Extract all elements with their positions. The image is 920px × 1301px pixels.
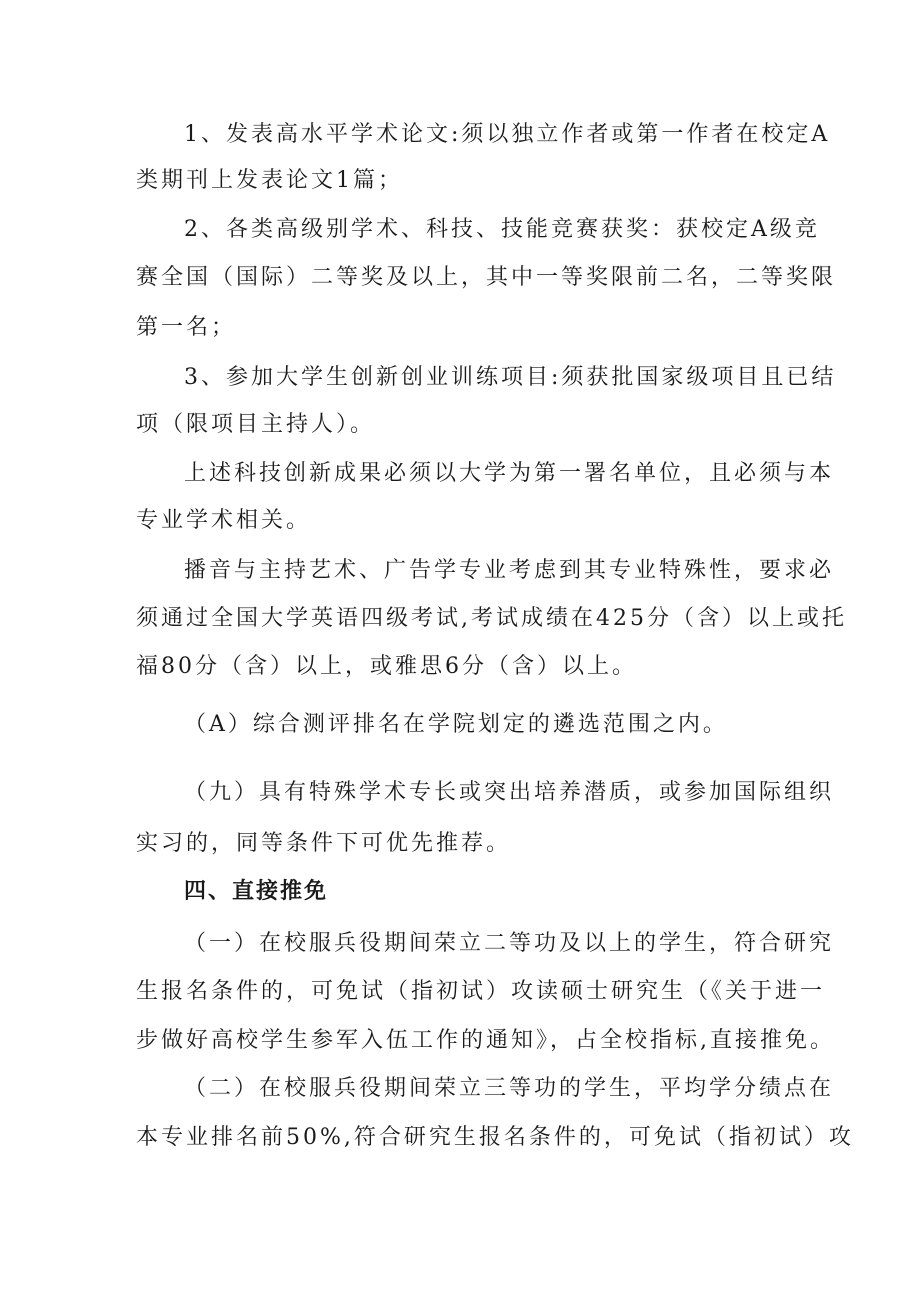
paragraph-line: （九）具有特殊学术专长或突出培养潜质，或参加国际组织 (184, 780, 835, 805)
paragraph-line: 步做好高校学生参军入伍工作的通知》，占全校指标,直接推免。 (136, 1028, 835, 1053)
paragraph-line: 类期刊上发表论文1篇； (136, 168, 403, 193)
paragraph-line: 上述科技创新成果必须以大学为第一署名单位，且必须与本 (184, 461, 835, 486)
section-heading: 四、直接推免 (184, 879, 329, 904)
paragraph-line: 赛全国（国际）二等奖及以上，其中一等奖限前二名，二等奖限 (136, 265, 837, 290)
paragraph-line: 3、参加大学生创新创业训练项目:须获批国家级项目且已结 (184, 365, 837, 390)
paragraph-line: 须通过全国大学英语四级考试,考试成绩在425分（含）以上或托 (136, 606, 847, 631)
paragraph-line: 福80分（含）以上，或雅思6分（含）以上。 (136, 654, 637, 679)
paragraph-line: 专业学术相关。 (136, 508, 312, 533)
paragraph-line: （A）综合测评排名在学院划定的遴选范围之内。 (184, 712, 728, 737)
paragraph-line: 2、各类高级别学术、科技、技能竞赛获奖：获校定A级竞 (184, 217, 820, 242)
paragraph-line: 本专业排名前50%,符合研究生报名条件的，可免试（指初试）攻 (136, 1125, 854, 1150)
paragraph-line: （二）在校服兵役期间荣立三等功的学生，平均学分绩点在 (184, 1076, 835, 1101)
paragraph-line: （一）在校服兵役期间荣立二等功及以上的学生，符合研究 (184, 931, 835, 956)
paragraph-line: 第一名； (136, 315, 237, 340)
paragraph-line: 1、发表高水平学术论文:须以独立作者或第一作者在校定A (184, 122, 831, 147)
paragraph-line: 实习的，同等条件下可优先推荐。 (136, 831, 512, 856)
paragraph-line: 生报名条件的，可免试（指初试）攻读硕士研究生（《关于进一 (136, 979, 826, 1004)
paragraph-line: 项（限项目主持人）。 (136, 412, 376, 437)
paragraph-line: 播音与主持艺术、广告学专业考虑到其专业特殊性，要求必 (184, 558, 835, 583)
